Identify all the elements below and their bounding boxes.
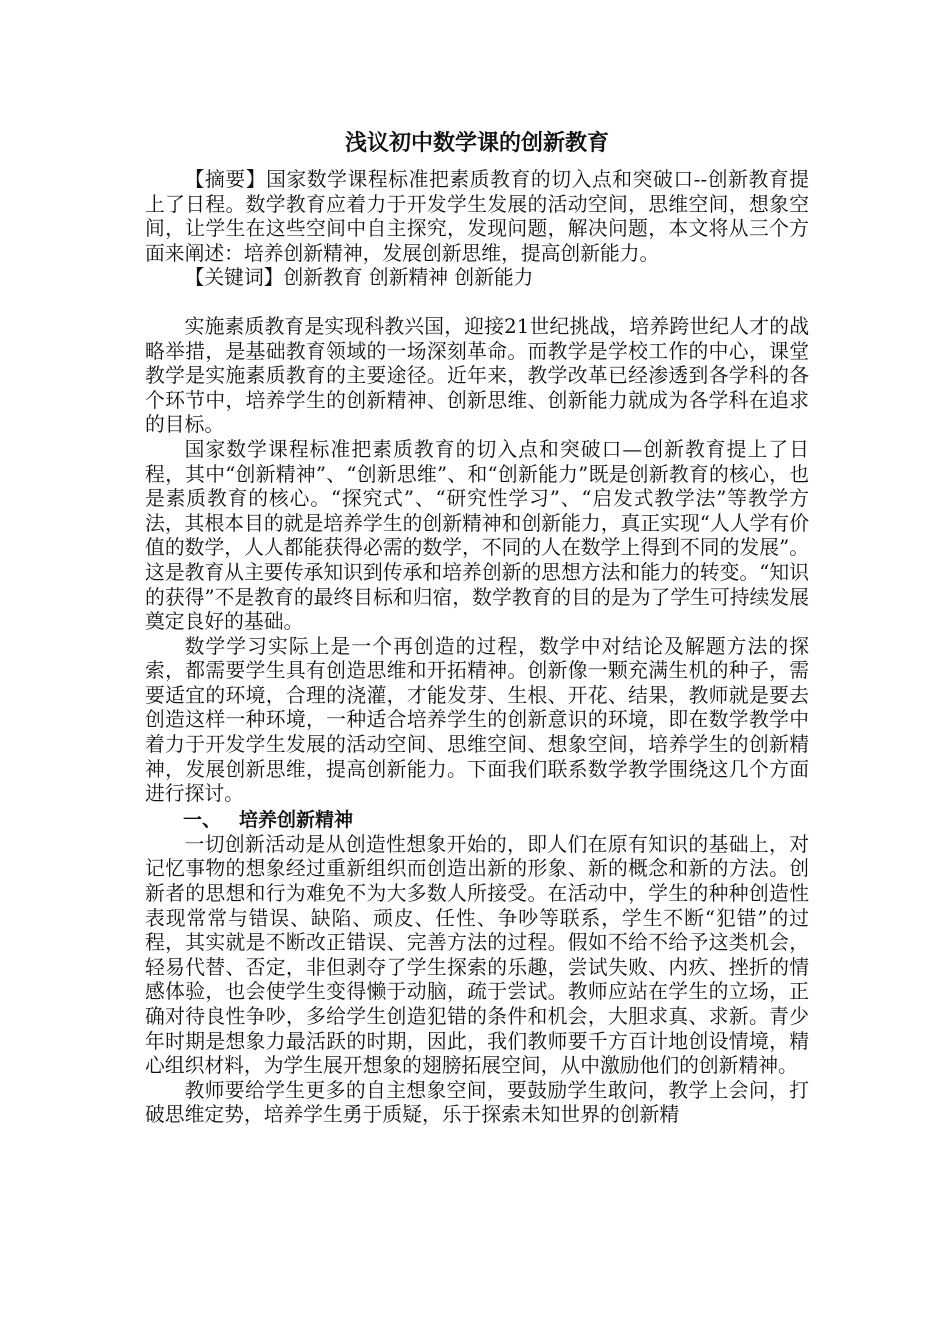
document-title: 浅议初中数学课的创新教育 (344, 131, 609, 156)
body-paragraph: 一切创新活动是从创造性想象开始的，即人们在原有知识的基础上，对记忆事物的想象经过重新组织而创造出新的形象、新的概念和新的方法。创新者的思想和行为难免不为大多数人所接受。在活动中，学生的种种创造性表现常常与错误、缺陷、顽皮、任性、争吵等联系，学生不断“犯错”的过程，其实就是不断改正错误、完善方法的过程。假如不给不给予这类机会，轻易代替、否定，非但剥夺了学生探索的乐趣，尝试失败、内疚、挫折的情感体验，也会使学生变得懒于动脑，疏于尝试。教师应站在学生的立场，正确对待良性争吵，多给学生创造犯错的条件和机会，大胆求真、求新。青少年时期是想象力最活跃的时期，因此，我们教师要千方百计地创设情境，精心组织材料，为学生展开想象的翅膀拓展空间，从中激励他们的创新精神。 (145, 832, 809, 1078)
document-page (145, 130, 809, 1128)
section-title: 培养创新精神 (239, 808, 354, 831)
body-paragraph: 国家数学课程标准把素质教育的切入点和突破口—创新教育提上了日程，其中“创新精神”、“创新思维”、和“创新能力”既是创新教育的核心，也是素质教育的核心。“探究式”、“研究性学习”、“启发式教学法”等教学方法，其根本目的就是培养学生的创新精神和创新能力，真正实现“人人学有价值的数学，人人都能获得必需的数学，不同的人在数学上得到不同的发展”。这是教育从主要传承知识到传承和培养创新的思想方法和能力的转变。“知识的获得”不是教育的最终目标和归宿，数学教育的目的是为了学生可持续发展奠定良好的基础。 (145, 437, 809, 634)
section-heading (145, 807, 809, 833)
body-paragraph: 教师要给学生更多的自主想象空间，要鼓励学生敢问，教学上会问，打破思维定势，培养学生勇于质疑，乐于探索未知世界的创新精 (145, 1078, 809, 1127)
body-paragraph: 数学学习实际上是一个再创造的过程，数学中对结论及解题方法的探索，都需要学生具有创造思维和开拓精神。创新像一颗充满生机的种子，需要适宜的环境，合理的浇灌，才能发芽、生根、开花、结果，教师就是要去创造这样一种环境，一种适合培养学生的创新意识的环境，即在数学教学中着力于开发学生发展的活动空间、思维空间、想象空间，培养学生的创新精神，发展创新思维，提高创新能力。下面我们联系数学教学围绕这几个方面进行探讨。 (145, 634, 809, 806)
keywords-paragraph: 【关键词】创新教育 创新精神 创新能力 (184, 266, 534, 290)
body-paragraph: 实施素质教育是实现科教兴国，迎接21世纪挑战，培养跨世纪人才的战略举措，是基础教育领域的一场深刻革命。而教学是学校工作的中心，课堂教学是实施素质教育的主要途径。近年来，教学改革已经渗透到各学科的各个环节中，培养学生的创新精神、创新思维、创新能力就成为各学科在追求的目标。 (145, 314, 809, 437)
section-number: 一、 (183, 808, 222, 831)
blank-line (145, 291, 809, 315)
abstract-paragraph: 【摘要】国家数学课程标准把素质教育的切入点和突破口--创新教育提上了日程。数学教育应着力于开发学生发展的活动空间，思维空间，想象空间，让学生在这些空间中自主探究，发现问题，解决问题，本文将从三个方面来阐述：培养创新精神，发展创新思维，提高创新能力。 (145, 168, 809, 265)
